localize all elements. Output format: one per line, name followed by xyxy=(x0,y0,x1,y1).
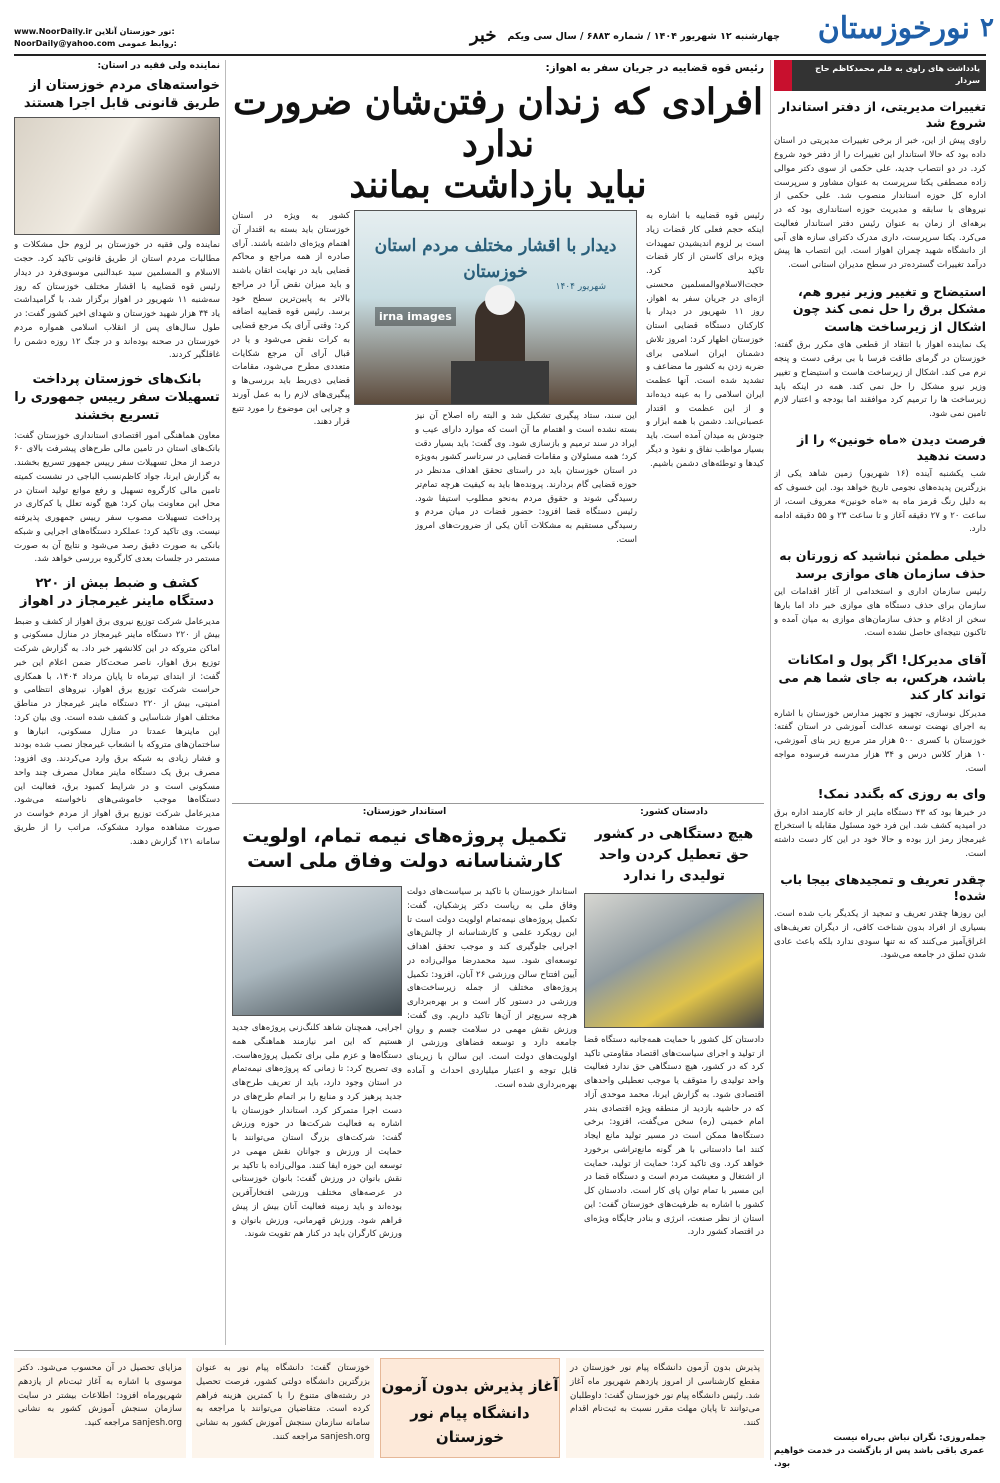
ravi-section-title: تغییرات مدیریتی، از دفتر استاندار شروع شد xyxy=(778,98,986,131)
photo-banner-text: دیدار با اقشار مختلف مردم استان خوزستان xyxy=(374,236,617,283)
left-story2-headline: بانک‌های خوزستان پرداخت تسهیلات سفر رییس جمهوری را تسریع بخشند xyxy=(14,372,220,424)
ravi-notes-column xyxy=(774,60,986,1460)
factory-photo xyxy=(584,893,764,1028)
lead-kicker: رئیس قوه قضاییه در جریان سفر به اهواز: xyxy=(545,62,764,74)
dadsetan-story xyxy=(584,806,764,1351)
column-divider xyxy=(225,60,226,1345)
ostandar-headline-2: کارشناسانه دولت وفاق ملی است xyxy=(247,849,562,872)
ravi-footer-sign: عمری باقی باشد پس از بازگشت در خدمت خواهیم بود. xyxy=(774,1446,985,1470)
payamenoor-body-3: مزایای تحصیل در آن محسوب می‌شود. دکتر موسوی با اشاره به آغاز ثبت‌نام از یازدهم شهریورماه افزود: اطلاعات بیشتر در سایت سازمان سنجش آموزش کشور به نشانی sanjesh.org مراجعه کنید. xyxy=(14,1358,186,1458)
ravi-notes-label: یادداشت های راوی به قلم محمدکاظم حاج سردار xyxy=(774,60,986,91)
payamenoor-headline-1: آغاز پذیرش بدون آزمون xyxy=(381,1377,559,1395)
ostandar-col-a: استاندار خوزستان با تاکید بر سیاست‌های دولت وفاق ملی به ریاست دکتر پزشکیان، گفت: تکمیل پروژه‌های نیمه‌تمام اولویت دولت است تا این رویکرد علمی و کارشناسانه از چالش‌های اجرایی جلوگیری کند و موجب تحقق اهداف توسعه‌ای شود. سید محمدرضا موالی‌زاده در آیین افتتاح سالن ورزشی ۲۶ آبان، افزود: تکمیل پروژه‌های مختلف از جمله زیرساخت‌های ورزشی در دستور کار است و بر بهره‌برداری هرچه سریع‌تر از آن‌ها تاکید داریم. وی گفت: ورزش نقش مهمی در سلامت جسم و روان جامعه دارد و توسعه فضاهای ورزشی از اولویت‌های دولت است. این سالن با زیربنای قابل توجه و اعتبار میلیاردی احداث و آماده بهره‌برداری شده است. xyxy=(407,887,577,1090)
ravi-section-title: خیلی مطمئن نباشید که زورتان به حذف سازمان های موازی برسد xyxy=(779,548,986,581)
left-story2-body: معاون هماهنگی امور اقتصادی استانداری خوزستان گفت: بانک‌های استان در تامین مالی طرح‌های پیشرفت بالای ۶۰ درصد از محل تسهیلات سفر رییس جمهور تسریع بخشند. به گزارش ایرنا، جواد کاظم‌نسب الباجی در نشست کمیته تامین مالی کارگروه تسهیل و رفع موانع تولید استان در محل این معاونت بیان کرد: هیچ گونه تعلل یا کم‌کاری در پرداخت تسهیلات مصوب سفر رییس جمهوری پذیرفته نیست. وی تاکید کرد: عملکرد دستگاه‌های اجرایی و شبکه بانکی به صورت دقیق رصد می‌شود و نتایج آن به صورت مستمر در جلسات بعدی کارگروه بررسی خواهد شد. xyxy=(14,430,220,565)
bottom-divider xyxy=(14,1350,764,1351)
ravi-section-title: استیضاح و تغییر وزیر نیرو هم، مشکل برق را حل نمی کند چون اشکال از زیرساخت هاست xyxy=(792,283,986,334)
dadsetan-headline: هیچ دستگاهی در کشور حق تعطیل کردن واحد تولیدی را ندارد xyxy=(594,825,754,884)
ostandar-story xyxy=(232,806,577,1351)
ravi-footer-note: جمله‌روزی: نگران نباش بی‌راه نیست xyxy=(833,1433,986,1443)
left-story3-headline: کشف و ضبط بیش از ۲۲۰ دستگاه ماینر غیرمجاز در اهواز xyxy=(20,576,214,610)
left-story3-body: مدیرعامل شرکت توزیع نیروی برق اهواز از کشف و ضبط بیش از ۲۲۰ دستگاه ماینر غیرمجاز در منازل مسکونی و اماکن متروکه در این کلانشهر خبر داد. به گزارش شرکت توزیع برق اهواز، ناصر صحت‌کار ضمن اعلام این خبر گفت: از ابتدای تیرماه تا پایان مرداد ۱۴۰۴، با همکاری حراست شرکت توزیع برق اهواز، نیروهای انتظامی و امنیتی، بیش از ۲۲۰ دستگاه ماینر غیرمجاز در مناطق مختلف اهواز شناسایی و کشف شده است. وی بیان کرد: این ماینرها عمدتا در منازل مسکونی، انبارها و ساختمان‌های متروکه با انشعاب غیرمجاز نصب شده بودند و فشار زیادی به شبکه برق وارد می‌کردند. وی افزود: مصرف برق یک دستگاه ماینر معادل مصرف چند واحد مسکونی است و در شرایط کمبود برق، فعالیت این دستگاه‌ها موجب خاموشی‌های ناخواسته می‌شود. مدیرعامل شرکت توزیع برق اهواز از مردم خواست در صورت مشاهده موارد مشکوک، مراتب را از طریق سامانه ۱۲۱ گزارش دهند. xyxy=(14,616,220,847)
page-number: ۲ xyxy=(980,13,994,43)
left-story1-kicker: نماینده ولی فقیه در استان: xyxy=(97,61,220,71)
photo-credit: irna images xyxy=(375,307,456,326)
masthead-rule xyxy=(14,54,986,56)
payamenoor-headline-2: دانشگاه پیام نور خوزستان xyxy=(410,1404,530,1446)
podium xyxy=(451,361,549,405)
ravi-section-body: در خبرها بود که ۴۳ دستگاه ماینر از خانه کارمند اداره برق در امیدیه کشف شد. این فرد خود مسئول مقابله با استخراج غیرمجاز رمز ارز بوده و حالا خود در این کار دست داشته است. xyxy=(774,807,986,859)
story-divider xyxy=(232,803,764,804)
photo-banner-date: شهریور ۱۴۰۴ xyxy=(555,282,606,292)
lead-headline-1: افرادی که زندان رفتن‌شان ضرورت ندارد xyxy=(232,81,764,165)
ravi-section-body: راوی پیش از این، خبر از برخی تغییرات مدیریتی در استان داده بود که حالا استاندار این تغییرات را از دفتر خود شروع کرد. در دو انتصاب جدید، علی حکمی از سوی دکتر موالی زاده مصطفی یکتا سرپرست به عنوان مشاور و سرپرست اداره کل حوزه استاندار منصوب شد. علی حکمی از نیروهای با سابقه و مدیریت حوزه استانداری بود که در برهه‌ای از زمان به عنوان رئیس دفتر استاندار فعالیت می‌کرد. یکتا سرپرست، داری مدرک دکترای سازه های آبی از دانشگاه شهید چمران اهواز است. این انتصاب ها پیش درآمد تغییرات گسترده‌تر در سطح مدیران استانی است. xyxy=(774,136,986,271)
site-label: نور خوزستان آنلاین: xyxy=(94,27,175,36)
payamenoor-body-2: خوزستان گفت: دانشگاه پیام نور به عنوان بزرگترین دانشگاه دولتی کشور، فرصت تحصیل در رشته‌های متنوع را با کمترین هزینه فراهم کرده است. متقاضیان می‌توانند با مراجعه به سامانه سازمان سنجش آموزش کشور به نشانی sanjesh.org مراجعه کنند. xyxy=(192,1358,374,1458)
ostandar-photo xyxy=(232,886,402,1016)
left-story1-body: نماینده ولی فقیه در خوزستان بر لزوم حل مشکلات و مطالبات مردم استان از طریق قانونی تاکید کرد. حجت الاسلام و المسلمین سید عبدالنبی موسوی‌فرد در دیدار رئیس قوه قضاییه با اقشار مختلف خوزستان که روز سه‌شنبه ۱۱ شهریور در اهواز برگزار شد، با گرامیداشت یاد ۳۴ هزار شهید خوزستان و شهدای اخیر کشور گفت: در طول سال‌های پس از انقلاب اسلامی همواره مردم خوزستان در صحنه بوده‌اند و در جنگ ۱۲ روزه دشمن را غافلگیر کردند. xyxy=(14,240,220,361)
ravi-section-title: فرصت دیدن «ماه خونین» را از دست ندهید xyxy=(797,431,986,464)
ravi-section-body: مدیرکل نوسازی، تجهیز و تجهیز مدارس خوزستان با اشاره به اجرای نهضت توسعه عدالت آموزشی در استان گفته: خوزستان با کسری ۵۰۰ هزار متر مربع زیر بنای آموزشی، ۱۰ هزار کلاس درس و ۳۴ هزار مدرسه فرسوده مواجه است. xyxy=(774,708,986,774)
payamenoor-body: پذیرش بدون آزمون دانشگاه پیام نور خوزستان در مقطع کارشناسی از امروز یازدهم شهریور ماه آغاز شد. رئیس دانشگاه پیام نور خوزستان گفت: داوطلبان می‌توانند تا پایان مهلت مقرر نسبت به ثبت‌نام اقدام کنند. xyxy=(566,1358,764,1458)
lead-story xyxy=(232,60,764,800)
ravi-section-body: یک نماینده اهواز با انتقاد از قطعی های مکرر برق گفته: خوزستان در گرمای طاقت فرسا با بی برقی دست و پنجه نرم می کند. اشکال از زیرساخت هاست و استیضاح و تغییر وزیر نیرو مشکل را حل نمی کند. همه در اینکه باید زیرساخت ها را ترمیم کرد موافقند اما بودجه و اعتبار لازم تامین نمی شود. xyxy=(774,340,986,420)
ravi-footer xyxy=(774,1432,986,1472)
dadsetan-kicker: دادستان کشور: xyxy=(640,807,708,817)
ravi-section-body: این روزها چقدر تعریف و تمجید از یکدیگر باب شده است. بسیاری از افراد بدون شناخت کافی، از دیگران تعریف‌های اغراق‌آمیز می‌کنند که نه تنها سودی ندارد بلکه باعث عادی شدن تملق در جامعه می‌شود. xyxy=(774,909,986,961)
masthead xyxy=(0,0,1000,55)
left-column xyxy=(14,60,220,1345)
email-label: روابط عمومی: xyxy=(118,39,177,49)
section-title: خبر xyxy=(470,25,497,46)
lead-headline-2: نباید بازداشت بمانند xyxy=(349,164,647,207)
ravi-section-body: شب یکشنبه آینده (۱۶ شهریور) زمین شاهد یکی از بزرگترین پدیده‌های نجومی تاریخ خواهد بود. این خسوف که به دلیل رنگ قرمز ماه به «ماه خونین» معروف است، از ساعت ۲۰ و ۲۷ دقیقه آغاز و تا ساعت ۲۳ و ۵۵ دقیقه ادامه دارد. xyxy=(774,469,986,535)
lead-photo xyxy=(354,210,637,405)
ostandar-headline-1: تکمیل پروژه‌های نیمه تمام، اولویت xyxy=(242,824,567,847)
ravi-section-body: رئیس سازمان اداری و استخدامی از آغاز اقدامات این سازمان برای حذف دستگاه های موازی خبر داد اما بارها سخن از ادغام و حذف سازمان‌های موازی به میان آمده و تاکنون نتیجه‌ای حاصل نشده است. xyxy=(774,587,986,639)
column-divider xyxy=(770,60,771,1460)
ravi-section-title: آقای مدیرکل! اگر پول و امکانات باشد، هرکس، به جای شما هم می تواند کار کند xyxy=(778,652,986,703)
email-address[interactable]: NoorDaily@yahoo.com xyxy=(14,39,116,49)
lead-col-c: کشور به ویژه در استان خوزستان باید بسته به اقتدار آن اهتمام ویژه‌ای داشته باشند. آرای صادره از همه مراجع و محاکم قضایی باید در نهایت اتقان باشند و باید میزان نقض آرا در مراجع بالاتر به پایین‌ترین سطح خود برسد. رئیس قوه قضاییه اضافه کرد: وقتی آرای یک مرجع قضایی به کرات نقض می‌شود و یا در قبال آرای آن مرجع شکایات متعددی مطرح می‌شود، مقامات قضایی ذی‌ربط باید بررسی‌ها و پیگیری‌های لازم را به عمل آورند و چرایی این موضوع را مورد تتبع قرار دهند. xyxy=(232,211,350,428)
lead-col-a: رئیس قوه قضاییه با اشاره به اینکه حجم فعلی کار قضات زیاد است بر لزوم اندیشیدن تمهیدات ویژه برای کاستن از کار قضات تاکید کرد. حجت‌الاسلام‌والمسلمین محسنی اژه‌ای در جریان سفر به اهواز، روز ۱۱ شهریور در دیدار با کارکنان دستگاه قضایی استان خوزستان اظهار کرد: امروز تلاش دشمنان ایران اسلامی برای ضربه زدن به کشور ما مضاعف و تشدید شده است. آنها عظمت ایران اسلامی را به عینه دیده‌اند و از این عظمت و اقتدار عصبانی‌اند. دشمن با همه ابزار و جنودش به میدان آمده است. باید بسیار مواظب نفاق و نفوذ و دیگر کیدها و توطئه‌های دشمن باشیم. xyxy=(646,211,764,469)
ravi-section-title: چقدر تعریف و تمجیدهای بیجا باب شده! xyxy=(780,871,986,903)
site-url[interactable]: www.NoorDaily.ir xyxy=(14,27,93,36)
dadsetan-body: دادستان کل کشور با حمایت همه‌جانبه دستگاه قضا از تولید و اجرای سیاست‌های اقتصاد مقاومتی تاکید کرد که در کشور، هیچ دستگاهی حق ندارد فعالیت واحد تولیدی را متوقف یا موجب تعطیلی واحدهای اقتصادی شود. به گزارش ایرنا، محمد موحدی آزاد که در حاشیه بازدید از منطقه ویژه اقتصادی بندر امام خمینی (ره) سخن می‌گفت، افزود: برخی دستگاه‌ها ممکن است در مسیر تولید مانع ایجاد کنند اما دادستانی با هر گونه مانع‌تراشی برخورد خواهد کرد. وی تاکید کرد: حمایت از تولید، حمایت از اشتغال و معیشت مردم است و دستگاه قضا در این مسیر با تمام توان پای کار است. دادستان کل کشور با اشاره به ظرفیت‌های خوزستان گفت: این استان از نظر صنعت، انرژی و بنادر جایگاه ویژه‌ای در اقتصاد کشور دارد. xyxy=(584,1034,764,1238)
ostandar-kicker: استاندار خوزستان: xyxy=(362,807,447,817)
speaker-head xyxy=(485,285,515,315)
cleric-photo xyxy=(14,117,220,235)
ostandar-col-b: اجرایی، همچنان شاهد کلنگ‌زنی پروژه‌های جدید هستیم که این امر نیازمند هماهنگی همه دستگاه‌ها و عزم ملی برای تکمیل پروژه‌هاست. وی تصریح کرد: تا زمانی که پروژه‌های نیمه‌تمام در استان وجود دارد، باید از تعریف طرح‌های جدید پرهیز کرد و منابع را بر اتمام طرح‌های در دست اجرا متمرکز کرد. استاندار خوزستان با اشاره به فعالیت شرکت‌ها در حوزه ورزش گفت: شرکت‌های بزرگ استان می‌توانند با حمایت از ورزش و جوانان نقش مهمی در توسعه این حوزه ایفا کنند. موالی‌زاده با تاکید بر نقش بانوان در ورزش گفت: بانوان خوزستانی در عرصه‌های مختلف ورزشی افتخارآفرین بوده‌اند و باید زمینه فعالیت آنان بیش از پیش فراهم شود. ورزش قهرمانی، ورزش بانوان و ورزش کارگران باید در کنار هم تقویت شوند. xyxy=(232,1023,402,1240)
ravi-section-title: وای به روزی که بگندد نمک! xyxy=(817,786,986,802)
left-story1-headline: خواسته‌های مردم خوزستان از طریق قانونی قابل اجرا هستند xyxy=(23,77,220,112)
site-info xyxy=(14,26,177,51)
lead-col-b: این سند، ستاد پیگیری تشکیل شد و البته راه اصلاح آن نیز بسته نشده است و اهتمام ما آن است که موارد دارای عیب و ایراد در سند ترمیم و بازسازی شود. وی گفت: باید بسیار دقت کرد؛ همه مسئولان و مقامات قضایی در سرتاسر کشور به‌ویژه در استان خوزستان باید در راستای تحقق اهداف مدنظر در حوزه قضایی گام بردارند. پرونده‌ها باید به کیفیت هرچه تمام‌تر رسیدگی شوند و حقوق مردم به‌نحو مطلوب استیفا شود. رئیس دستگاه قضا افزود: حضور قضات در میان مردم و رسیدگی مستقیم به مشکلات آنان یکی از ضرورت‌های امروز است. xyxy=(415,411,637,545)
payamenoor-headline-box xyxy=(380,1358,560,1458)
newspaper-logo: نورخوزستان xyxy=(817,11,970,46)
date-line: چهارشنبه ۱۲ شهریور ۱۴۰۴ / شماره ۶۸۸۳ / سال سی ویکم xyxy=(507,31,780,42)
